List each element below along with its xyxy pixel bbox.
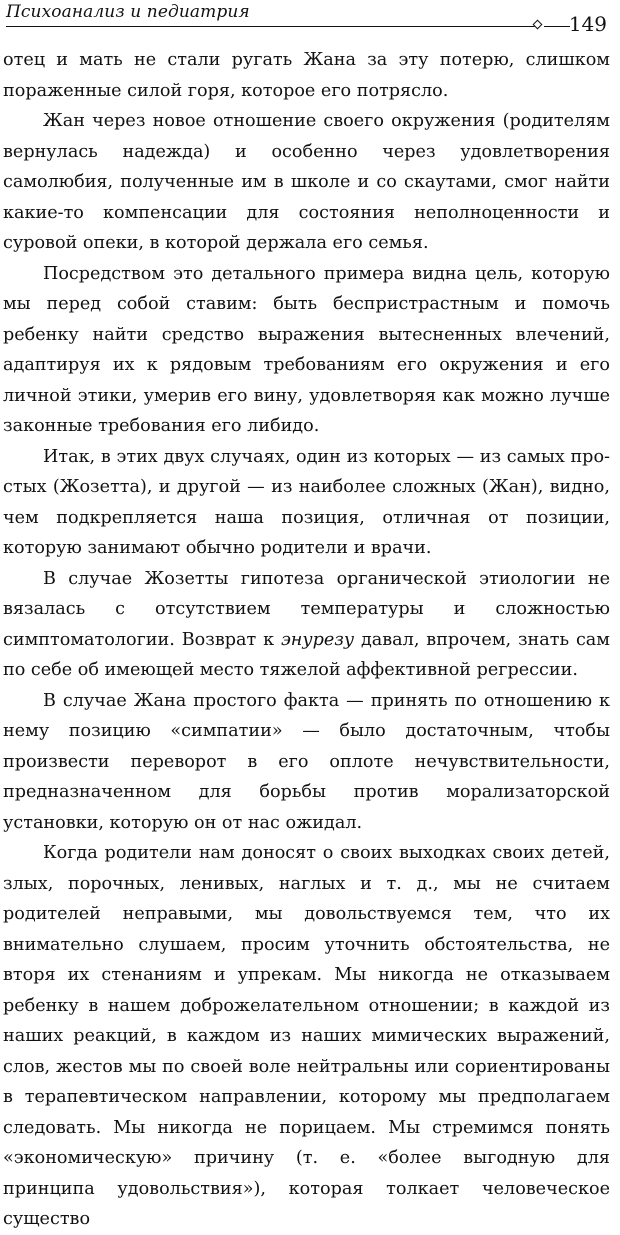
diamond-ornament-icon (533, 20, 543, 30)
text-run: давал, впрочем, знать сам по себе об имеющей место тяжелой аффективной регрессии. (3, 629, 610, 680)
page-number: 149 (568, 12, 607, 36)
text-run: В случае Жозетты гипотеза органической этиологии не вязалась с отсутствием температуры и сложностью симптоматологии. Возврат к (3, 568, 610, 650)
header-rule (6, 26, 535, 27)
paragraph-continued: отец и мать не стали ругать Жана за эту потерю, слишком пораженные силой горя, которое его потрясло. (3, 50, 610, 101)
paragraph: В случае Жана простого факта — принять по отношению к нему позицию «симпатии» — было достаточным, чтобы произвести переворот в его оплоте нечувствительности, предназначенном для борьбы против морализаторской установки, которую он от нас ожидал. (3, 690, 610, 833)
paragraph: Когда родители нам доносят о своих выходках своих детей, злых, порочных, ленивых, наглых и т. д., мы не считаем родителей неправыми, мы довольствуемся тем, что их внимательно слушаем, просим уточнить обстоятельства, не вторя их стенаниям и упрекам. Мы никогда не отказываем ребенку в нашем доброжелательном отношении; в каждой из наших реакций, в каждом из наших мимических выражений, слов, жестов мы по своей воле нейтральны или сориентированы в терапевтическом направлении, которому мы предполагаем следовать. Мы никогда не порицаем. Мы стремимся понять «экономическую» причину (т. е. «более выгодную для принципа удовольствия»), которая толкает человеческое существо (3, 843, 610, 1229)
running-head (3, 0, 610, 38)
emphasized-term: энурезу (280, 629, 355, 650)
paragraph: Жан через новое отношение своего окружения (родителям вернулась надежда) и особенно через удовлетворения самолюбия, полученные им в школе и со скаутами, смог найти какие-то компенсации для состояния неполноценности и суровой опеки, в которой держала его семья. (3, 111, 610, 253)
running-head-title: Психоанализ и педиатрия (6, 2, 250, 22)
paragraph (3, 564, 610, 686)
paragraph: Итак, в этих двух случаях, один из которых — из самых простых (Жозетта), и другой — из наиболее сложных (Жан), видно, чем подкрепляется наша позиция, отличная от позиции, которую занимают обычно родители и врачи. (3, 446, 610, 558)
header-rule-end (544, 26, 570, 27)
paragraph: Посредством это детального примера видна цель, которую мы перед собой ставим: быть беспристрастным и помочь ребенку найти средство выражения вытесненных влечений, адаптируя их к рядовым требованиям его окружения и его личной этики, умерив его вину, удовлетворяя как можно лучше законные требования его либидо. (3, 263, 610, 436)
body-text (3, 45, 610, 1235)
